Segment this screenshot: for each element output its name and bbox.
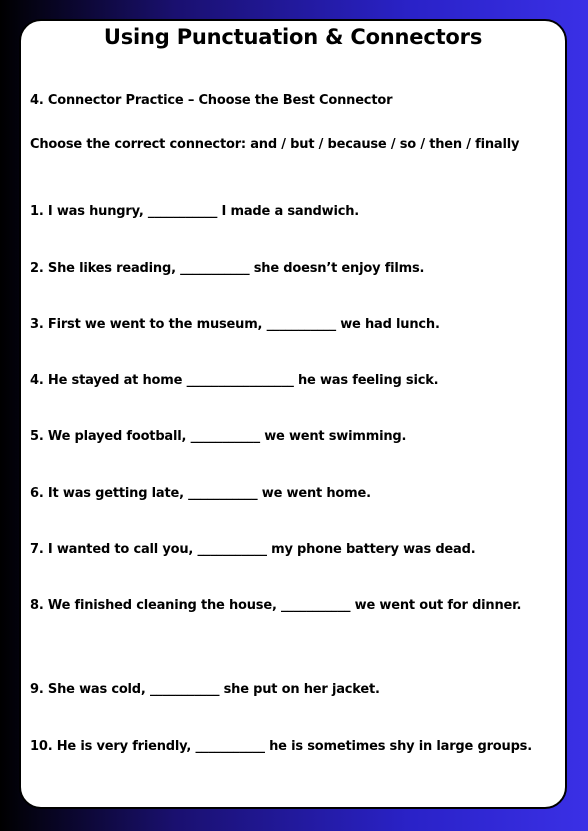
question-6: 6. It was getting late, ___________ we went home. — [30, 486, 371, 501]
section-heading: 4. Connector Practice – Choose the Best Connector — [30, 93, 393, 108]
question-9: 9. She was cold, ___________ she put on her jacket. — [30, 682, 380, 697]
page-title: Using Punctuation & Connectors — [103, 25, 483, 49]
question-3: 3. First we went to the museum, ___________ we had lunch. — [30, 317, 440, 332]
question-5: 5. We played football, ___________ we went swimming. — [30, 429, 407, 444]
question-2: 2. She likes reading, ___________ she doesn’t enjoy films. — [30, 261, 425, 276]
question-8: 8. We finished cleaning the house, ___________ we went out for dinner. — [30, 598, 522, 613]
question-10: 10. He is very friendly, ___________ he is sometimes shy in large groups. — [30, 739, 532, 754]
question-4: 4. He stayed at home _________________ he was feeling sick. — [30, 373, 439, 388]
worksheet-card — [19, 19, 567, 809]
question-1: 1. I was hungry, ___________ I made a sandwich. — [30, 204, 360, 219]
instruction-text: Choose the correct connector: and / but / because / so / then / finally — [30, 137, 520, 152]
question-7: 7. I wanted to call you, ___________ my phone battery was dead. — [30, 542, 476, 557]
